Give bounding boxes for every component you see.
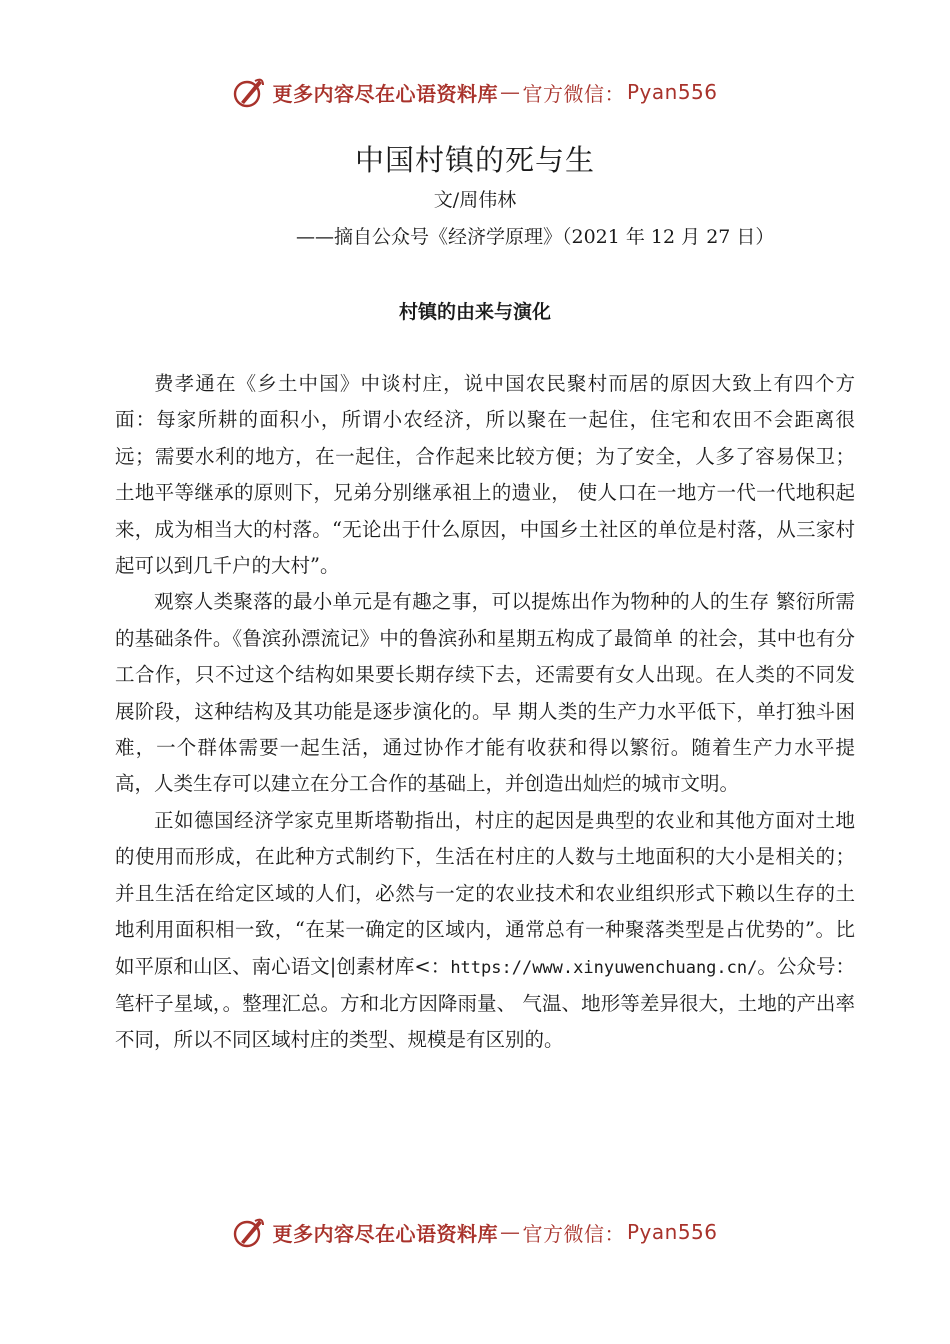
banner-wechat-label: 官方微信： — [522, 81, 625, 106]
article-source: ——摘自公众号《经济学原理》（2021 年 12 月 27 日） — [296, 226, 775, 248]
banner-separator: — — [499, 1220, 521, 1244]
paragraph-2: 观察人类聚落的最小单元是有趣之事，可以提炼出作为物种的人的生存 繁衍所需的基础条件。《鲁滨孙漂流记》中的鲁滨孙和星期五构成了最简单 的社会，其中也有分工合作，只不过这个结构如果要长期存续下去，还需要有女人出现。在人类的不同发展阶段，这种结构及其功能是逐步演化的。早 期人类的生产力水平低下，单打独斗困难，一个群体需要一起生活，通过协作才能有收获和得以繁衍。随着生产力水平提高，人类生存可以建立在分工合作的基础上，并创造出灿烂的城市文明。 — [115, 590, 855, 796]
paragraph-3-url: https://www.xinyuwenchuang.cn/ — [450, 957, 758, 978]
paragraph-1: 费孝通在《乡土中国》中谈村庄，说中国农民聚村而居的原因大致上有四个方面：每家所耕的面积小，所谓小农经济，所以聚在一起住，住宅和农田不会距离很远；需要水利的地方，在一起住，合作起来比较方便；为了安全，人多了容易保卫；土地平等继承的原则下，兄弟分别继承祖上的遗业， 使人口在一地方一代一代地积起来，成为相当大的村落。“无论出于什么原因，中国乡土社区的单位是村落，从三家村起可以到几千户的大村”。 — [115, 372, 855, 578]
article-title: 中国村镇的死与生 — [354, 143, 595, 177]
article-author: 文/周伟林 — [433, 189, 517, 211]
footer-banner — [0, 1212, 950, 1252]
banner-separator: — — [499, 80, 521, 104]
quill-logo-icon — [232, 75, 266, 109]
paragraph-3 — [115, 803, 855, 1059]
paragraph-3-tail: 。公众号：笔杆子星域，。整理汇总。方和北方因降雨量、 气温、地形等差异很大，土地的产出率不同，所以不同区域村庄的类型、规模是有区别的。 — [115, 954, 855, 1052]
banner-wechat-handle: Pyan556 — [626, 1220, 718, 1244]
banner-wechat-handle: Pyan556 — [626, 80, 718, 104]
banner-brand-text: 更多内容尽在心语资料库 — [272, 81, 498, 106]
paragraph-3-text: 正如德国经济学家克里斯塔勒指出，村庄的起因是典型的农业和其他方面对土地的使用而形成，在此种方式制约下，生活在村庄的人数与土地面积的大小是相关的；并且生活在给定区域的人们，必然与一定的农业技术和农业组织形式下赖以生存的土地利用面积相一致，“在某一确定的区域内，通常总有一种聚落类型是占优势的”。比如平原和山区、南心语文|创素材库<： — [115, 808, 855, 978]
banner-wechat-label: 官方微信： — [522, 1221, 625, 1246]
article-body — [115, 366, 855, 1059]
quill-logo-icon — [232, 1215, 266, 1249]
section-heading: 村镇的由来与演化 — [398, 301, 551, 323]
banner-brand-text: 更多内容尽在心语资料库 — [272, 1221, 498, 1246]
header-banner — [0, 72, 950, 112]
